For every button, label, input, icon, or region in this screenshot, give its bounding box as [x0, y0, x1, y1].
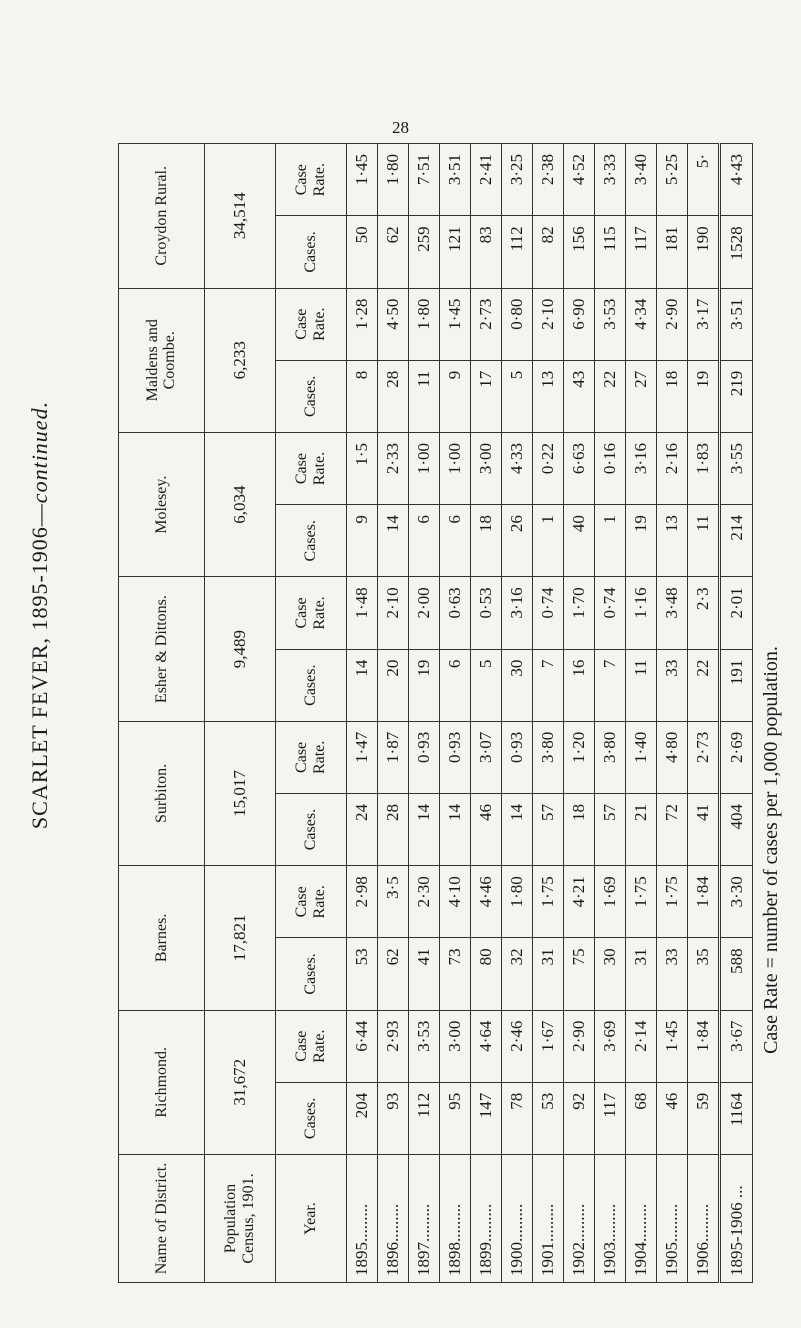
cases-cell: 20 — [377, 649, 408, 721]
cases-cell: 32 — [501, 938, 532, 1010]
rate-cell: 1·75 — [625, 866, 656, 938]
rate-cell: 6·63 — [563, 432, 594, 504]
rate-cell: 1·70 — [563, 577, 594, 649]
rate-cell: 1·67 — [532, 1010, 563, 1082]
rate-cell: 5·25 — [656, 144, 687, 216]
cases-cell: 14 — [346, 649, 377, 721]
rate-cell: 1·83 — [687, 432, 720, 504]
rate-cell: 1·69 — [594, 866, 625, 938]
rate-cell: 1·16 — [625, 577, 656, 649]
cases-cell: 112 — [408, 1082, 439, 1154]
cases-cell: 5 — [470, 649, 501, 721]
cases-cell: 404 — [720, 793, 753, 865]
cases-cell: 22 — [594, 360, 625, 432]
cases-cell: 6 — [439, 505, 470, 577]
rate-cell: 1·80 — [408, 288, 439, 360]
cases-cell: 214 — [720, 505, 753, 577]
cases-cell: 33 — [656, 938, 687, 1010]
cases-cell: 53 — [346, 938, 377, 1010]
rate-cell: 1·84 — [687, 1010, 720, 1082]
cases-cell: 14 — [501, 793, 532, 865]
cases-cell: 53 — [532, 1082, 563, 1154]
table-row — [594, 144, 625, 1283]
cases-cell: 7 — [532, 649, 563, 721]
rate-cell: 1·80 — [377, 144, 408, 216]
district-name: Maldens and Coombe. — [119, 288, 205, 432]
rate-cell: 2·46 — [501, 1010, 532, 1082]
rate-cell: 4·43 — [720, 144, 753, 216]
year-cell: 1902......... — [563, 1155, 594, 1283]
year-cell: 1899......... — [470, 1155, 501, 1283]
rate-cell: 2·98 — [346, 866, 377, 938]
table-row — [470, 144, 501, 1283]
cases-cell: 21 — [625, 793, 656, 865]
cases-cell: 112 — [501, 216, 532, 288]
rate-cell: 2·69 — [720, 721, 753, 793]
cases-cell: 117 — [625, 216, 656, 288]
year-cell: 1895-1906 ... — [720, 1155, 753, 1283]
cases-cell: 219 — [720, 360, 753, 432]
cases-header: Cases. — [275, 216, 346, 288]
cases-cell: 7 — [594, 649, 625, 721]
cases-cell: 24 — [346, 793, 377, 865]
cases-cell: 259 — [408, 216, 439, 288]
rate-cell: 3·40 — [625, 144, 656, 216]
cases-header: Cases. — [275, 793, 346, 865]
cases-cell: 6 — [439, 649, 470, 721]
table-row — [625, 144, 656, 1283]
footnote: Case Rate = number of cases per 1,000 population. — [760, 646, 782, 1054]
rate-cell: 2·3 — [687, 577, 720, 649]
rate-cell: 1·87 — [377, 721, 408, 793]
cases-cell: 121 — [439, 216, 470, 288]
cases-cell: 14 — [377, 505, 408, 577]
cases-cell: 11 — [687, 505, 720, 577]
rate-cell: 1·28 — [346, 288, 377, 360]
cases-cell: 18 — [470, 505, 501, 577]
cases-header: Cases. — [275, 649, 346, 721]
year-cell: 1896......... — [377, 1155, 408, 1283]
rate-cell: 0·16 — [594, 432, 625, 504]
cases-cell: 33 — [656, 649, 687, 721]
rate-cell: 1·45 — [656, 1010, 687, 1082]
district-name: Surbiton. — [119, 721, 205, 865]
year-cell: 1906......... — [687, 1155, 720, 1283]
cases-cell: 78 — [501, 1082, 532, 1154]
rate-cell: 3·67 — [720, 1010, 753, 1082]
rate-header: Case Rate. — [275, 866, 346, 938]
rate-cell: 3·51 — [439, 144, 470, 216]
cases-cell: 191 — [720, 649, 753, 721]
table-row — [408, 144, 439, 1283]
rate-cell: 1·5 — [346, 432, 377, 504]
rate-cell: 1·00 — [408, 432, 439, 504]
rate-cell: 3·33 — [594, 144, 625, 216]
cases-cell: 115 — [594, 216, 625, 288]
cases-cell: 40 — [563, 505, 594, 577]
rate-cell: 5· — [687, 144, 720, 216]
table-row — [377, 144, 408, 1283]
rate-cell: 3·53 — [408, 1010, 439, 1082]
cases-header: Cases. — [275, 938, 346, 1010]
table-row — [501, 144, 532, 1283]
cases-cell: 31 — [625, 938, 656, 1010]
rate-header: Case Rate. — [275, 288, 346, 360]
cases-cell: 72 — [656, 793, 687, 865]
district-name: Barnes. — [119, 866, 205, 1010]
title-main: SCARLET FEVER, 1895-1906— — [27, 503, 52, 830]
rate-cell: 1·75 — [656, 866, 687, 938]
rate-cell: 1·40 — [625, 721, 656, 793]
rate-cell: 3·80 — [532, 721, 563, 793]
cases-cell: 22 — [687, 649, 720, 721]
cases-cell: 83 — [470, 216, 501, 288]
population-value: 6,034 — [204, 432, 275, 576]
cases-cell: 9 — [439, 360, 470, 432]
population-value: 17,821 — [204, 866, 275, 1010]
rate-cell: 0·93 — [408, 721, 439, 793]
population-value: 15,017 — [204, 721, 275, 865]
table-row — [532, 144, 563, 1283]
rate-cell: 0·74 — [532, 577, 563, 649]
column-header-row — [275, 144, 346, 1283]
rate-header: Case Rate. — [275, 432, 346, 504]
population-value: 31,672 — [204, 1010, 275, 1154]
population-row — [204, 144, 275, 1283]
district-label: Name of District. — [119, 1155, 205, 1283]
rate-cell: 4·33 — [501, 432, 532, 504]
cases-cell: 190 — [687, 216, 720, 288]
table-row — [439, 144, 470, 1283]
rate-cell: 2·30 — [408, 866, 439, 938]
population-value: 6,233 — [204, 288, 275, 432]
rate-cell: 4·46 — [470, 866, 501, 938]
cases-cell: 57 — [594, 793, 625, 865]
rate-cell: 0·63 — [439, 577, 470, 649]
rate-cell: 2·41 — [470, 144, 501, 216]
rate-cell: 3·00 — [470, 432, 501, 504]
rate-header: Case Rate. — [275, 577, 346, 649]
cases-cell: 19 — [625, 505, 656, 577]
rate-cell: 3·51 — [720, 288, 753, 360]
cases-cell: 6 — [408, 505, 439, 577]
table-row — [346, 144, 377, 1283]
year-cell: 1898......... — [439, 1155, 470, 1283]
cases-cell: 156 — [563, 216, 594, 288]
scarlet-fever-table — [118, 143, 753, 1283]
year-cell: 1905......... — [656, 1155, 687, 1283]
population-value: 9,489 — [204, 577, 275, 721]
rate-cell: 3·5 — [377, 866, 408, 938]
rate-cell: 3·53 — [594, 288, 625, 360]
rate-cell: 0·22 — [532, 432, 563, 504]
cases-cell: 30 — [501, 649, 532, 721]
rate-cell: 4·34 — [625, 288, 656, 360]
cases-cell: 28 — [377, 793, 408, 865]
cases-cell: 28 — [377, 360, 408, 432]
cases-cell: 59 — [687, 1082, 720, 1154]
rate-cell: 3·80 — [594, 721, 625, 793]
rate-cell: 0·93 — [439, 721, 470, 793]
cases-cell: 17 — [470, 360, 501, 432]
rate-cell: 3·25 — [501, 144, 532, 216]
cases-cell: 9 — [346, 505, 377, 577]
cases-cell: 35 — [687, 938, 720, 1010]
rate-cell: 3·55 — [720, 432, 753, 504]
cases-cell: 62 — [377, 216, 408, 288]
cases-cell: 46 — [470, 793, 501, 865]
cases-cell: 181 — [656, 216, 687, 288]
cases-cell: 92 — [563, 1082, 594, 1154]
rate-cell: 2·01 — [720, 577, 753, 649]
year-cell: 1901......... — [532, 1155, 563, 1283]
cases-cell: 19 — [687, 360, 720, 432]
cases-cell: 73 — [439, 938, 470, 1010]
cases-cell: 75 — [563, 938, 594, 1010]
rate-cell: 0·93 — [501, 721, 532, 793]
rate-cell: 2·14 — [625, 1010, 656, 1082]
table-row — [687, 144, 720, 1283]
rotated-table-container — [118, 143, 753, 1283]
rate-cell: 3·07 — [470, 721, 501, 793]
table-row — [656, 144, 687, 1283]
rate-cell: 2·93 — [377, 1010, 408, 1082]
rate-cell: 4·64 — [470, 1010, 501, 1082]
cases-cell: 50 — [346, 216, 377, 288]
cases-cell: 117 — [594, 1082, 625, 1154]
cases-cell: 93 — [377, 1082, 408, 1154]
cases-cell: 1 — [594, 505, 625, 577]
cases-cell: 18 — [656, 360, 687, 432]
rate-cell: 2·10 — [377, 577, 408, 649]
rate-cell: 1·00 — [439, 432, 470, 504]
cases-cell: 204 — [346, 1082, 377, 1154]
cases-cell: 80 — [470, 938, 501, 1010]
cases-cell: 5 — [501, 360, 532, 432]
population-value: 34,514 — [204, 144, 275, 289]
cases-header: Cases. — [275, 505, 346, 577]
rate-cell: 1·47 — [346, 721, 377, 793]
district-name: Molesey. — [119, 432, 205, 576]
rate-cell: 1·48 — [346, 577, 377, 649]
district-header-row — [119, 144, 205, 1283]
cases-cell: 27 — [625, 360, 656, 432]
rate-cell: 2·16 — [656, 432, 687, 504]
page-title — [27, 355, 53, 875]
cases-cell: 588 — [720, 938, 753, 1010]
year-cell: 1904......... — [625, 1155, 656, 1283]
district-name: Richmond. — [119, 1010, 205, 1154]
cases-header: Cases. — [275, 360, 346, 432]
rate-cell: 7·51 — [408, 144, 439, 216]
cases-cell: 26 — [501, 505, 532, 577]
rate-cell: 1·45 — [346, 144, 377, 216]
rate-cell: 2·00 — [408, 577, 439, 649]
rate-cell: 2·90 — [656, 288, 687, 360]
cases-cell: 1 — [532, 505, 563, 577]
rate-cell: 3·48 — [656, 577, 687, 649]
rate-cell: 4·21 — [563, 866, 594, 938]
cases-cell: 41 — [408, 938, 439, 1010]
population-label: Population Census, 1901. — [204, 1155, 275, 1283]
rate-cell: 2·38 — [532, 144, 563, 216]
rate-cell: 2·33 — [377, 432, 408, 504]
rate-cell: 0·80 — [501, 288, 532, 360]
year-cell: 1895......... — [346, 1155, 377, 1283]
cases-cell: 13 — [656, 505, 687, 577]
year-cell: 1903......... — [594, 1155, 625, 1283]
cases-cell: 11 — [408, 360, 439, 432]
rate-header: Case Rate. — [275, 721, 346, 793]
rate-cell: 6·90 — [563, 288, 594, 360]
rate-cell: 2·90 — [563, 1010, 594, 1082]
cases-cell: 95 — [439, 1082, 470, 1154]
rate-cell: 1·20 — [563, 721, 594, 793]
cases-cell: 14 — [408, 793, 439, 865]
rate-cell: 1·75 — [532, 866, 563, 938]
rate-cell: 6·44 — [346, 1010, 377, 1082]
rate-cell: 3·16 — [625, 432, 656, 504]
rate-cell: 2·73 — [470, 288, 501, 360]
cases-cell: 62 — [377, 938, 408, 1010]
total-row — [720, 144, 753, 1283]
rate-header: Case Rate. — [275, 144, 346, 216]
cases-cell: 31 — [532, 938, 563, 1010]
rate-cell: 2·10 — [532, 288, 563, 360]
cases-cell: 68 — [625, 1082, 656, 1154]
table-body — [346, 144, 752, 1283]
rate-cell: 1·84 — [687, 866, 720, 938]
table-row — [563, 144, 594, 1283]
cases-cell: 18 — [563, 793, 594, 865]
cases-cell: 14 — [439, 793, 470, 865]
cases-cell: 41 — [687, 793, 720, 865]
cases-cell: 30 — [594, 938, 625, 1010]
rate-cell: 3·69 — [594, 1010, 625, 1082]
page-number: 28 — [392, 118, 409, 137]
rate-cell: 3·00 — [439, 1010, 470, 1082]
cases-cell: 1164 — [720, 1082, 753, 1154]
rate-cell: 4·10 — [439, 866, 470, 938]
cases-cell: 16 — [563, 649, 594, 721]
cases-cell: 11 — [625, 649, 656, 721]
rate-cell: 4·50 — [377, 288, 408, 360]
cases-cell: 19 — [408, 649, 439, 721]
rate-cell: 2·73 — [687, 721, 720, 793]
rate-cell: 1·80 — [501, 866, 532, 938]
cases-cell: 8 — [346, 360, 377, 432]
rate-cell: 1·45 — [439, 288, 470, 360]
cases-header: Cases. — [275, 1082, 346, 1154]
rate-cell: 3·30 — [720, 866, 753, 938]
rate-cell: 0·53 — [470, 577, 501, 649]
cases-cell: 46 — [656, 1082, 687, 1154]
rate-cell: 4·52 — [563, 144, 594, 216]
rate-header: Case Rate. — [275, 1010, 346, 1082]
year-cell: 1900......... — [501, 1155, 532, 1283]
cases-cell: 82 — [532, 216, 563, 288]
rate-cell: 0·74 — [594, 577, 625, 649]
year-cell: 1897......... — [408, 1155, 439, 1283]
rate-cell: 3·16 — [501, 577, 532, 649]
title-continued: continued. — [27, 400, 52, 504]
cases-cell: 13 — [532, 360, 563, 432]
year-label: Year. — [275, 1155, 346, 1283]
cases-cell: 57 — [532, 793, 563, 865]
cases-cell: 1528 — [720, 216, 753, 288]
rate-cell: 4·80 — [656, 721, 687, 793]
rate-cell: 3·17 — [687, 288, 720, 360]
district-name: Esher & Dittons. — [119, 577, 205, 721]
district-name: Croydon Rural. — [119, 144, 205, 289]
cases-cell: 147 — [470, 1082, 501, 1154]
cases-cell: 43 — [563, 360, 594, 432]
